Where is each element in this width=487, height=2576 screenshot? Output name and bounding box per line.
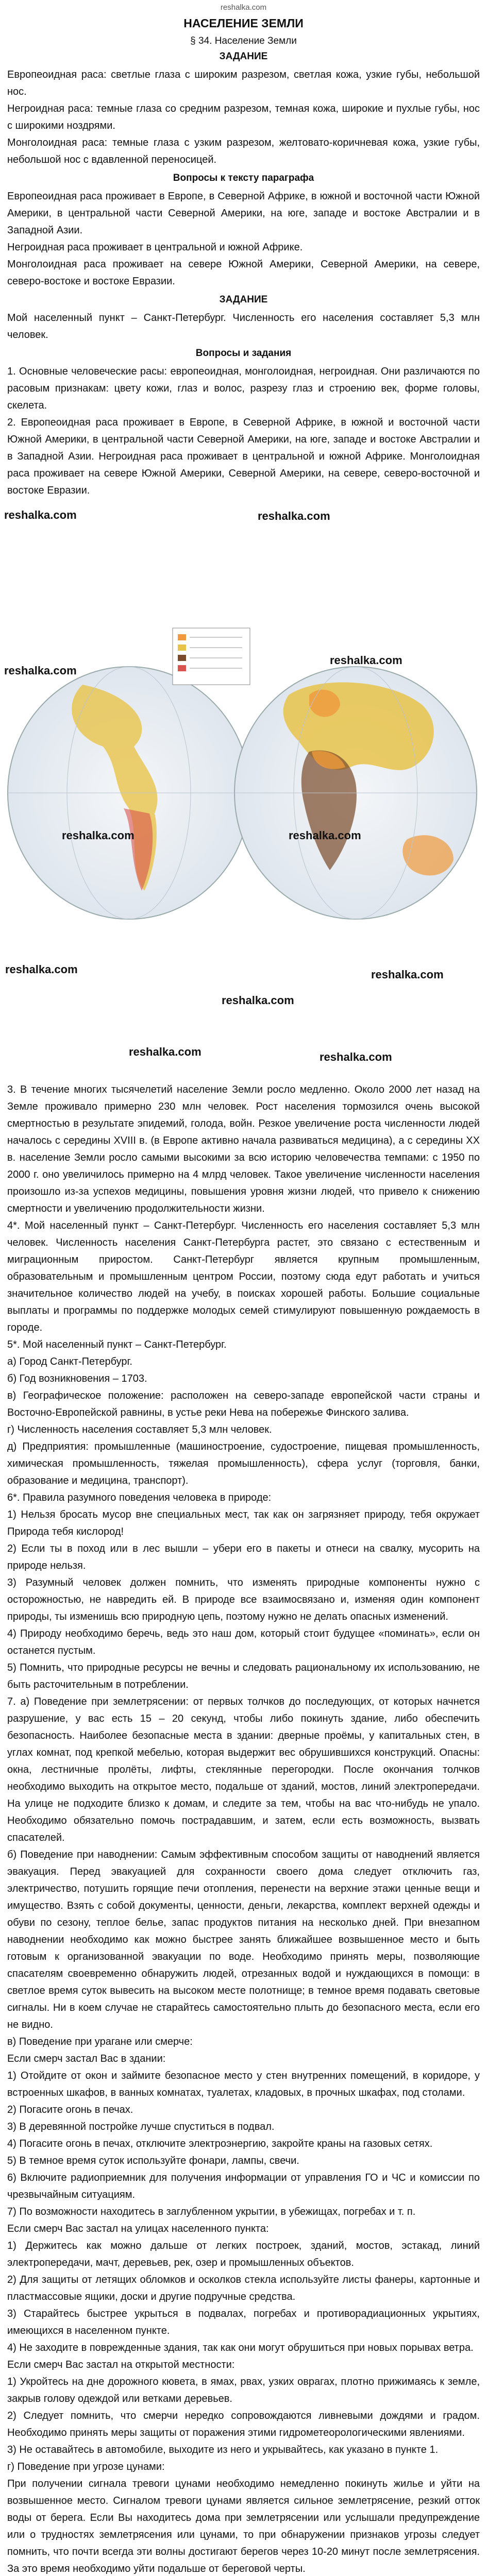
site-url[interactable]: reshalka.com [220,3,267,12]
answer-text: 2. Европеоидная раса проживает в Европе, в Северной Африке, в южной и восточной части Южной Америки, в центральной части Северной Америки, на юге, западе и востоке Австралии и в Западной Азии. Негроидная раса проживает в центральной и южной Африке. Монголоидная раса проживает на севере Южной Америки, Северной Америки, на севере, северо-восточной и востоке Евразии. [7,417,480,496]
answer-line: 5) Помнить, что природные ресурсы не вечны и следовать рациональному их использованию, не быть расточительным в потреблении. [7,1662,480,1690]
answer-line: 1) Держитесь как можно дальше от легких построек, зданий, мостов, эстакад, линий электропередачи, мачт, деревьев, рек, озер и промышленных объектов. [7,2240,480,2268]
answer-line: 3) Разумный человек должен помнить, что изменять природные компоненты нужно с осторожностью, не навредить ей. В природе все взаимосвязано и, изменяя один компонент природы, ты изменишь всю природную цепь, поэтому нужно не делать опасных изменений. [7,1577,480,1622]
answer-line: Если смерч Вас застал на открытой местности: [7,2359,235,2370]
answer-line: д) Предприятия: промышленные (машиностроение, судостроение, пищевая промышленность, химическая промышленность, тяжелая промышленность), сфера услуг (торговля, банки, образование и медицина, транспорт). [7,1441,480,1486]
answer-line: 6) Включите радиоприемник для получения информации от управления ГО и ЧС и комиссии по чрезвычайным ситуациям. [7,2172,480,2200]
watermark: reshalka.com [4,664,77,677]
answer-line: 2) Для защиты от летящих обломков и осколков стекла используйте листы фанеры, картонные и пластмассовые ящики, доски и другие подручные средства. [7,2274,480,2302]
answer-text: б) Поведение при наводнении: Самым эффективным способом защиты от наводнений является эвакуация. Перед эвакуацией для сохранности своего дома следует отключить газ, электричество, потушить горящие печи отопления, перенести на верхние этажи ценные вещи и имущество. Взять с собой документы, ценности, деньги, лекарства, комплект верхней одежды и обуви по сезону, теплое белье, запас продуктов питания на несколько дней. При внезапном наводнении необходимо как можно быстрее занять ближайшее возвышенное место и быть готовым к организованной эвакуации по воде. Необходимо принять меры, позволяющие спасателям своевременно обнаружить людей, отрезанных водой и нуждающихся в помощи: в светлое время суток вывесить на высоком месте полотнище; в темное время подавать световые сигналы. Ни в коем случае не старайтесь самостоятельно плыть до безопасного места, если его не видно. [7,1849,480,2030]
answer-line: Если смерч застал Вас в здании: [7,2053,166,2064]
answer-line: 4) Природу необходимо беречь, ведь это наш дом, который стоит будущее «поминать», если он останется пустым. [7,1628,480,1656]
answer-line: 2) Если ты в поход или в лес вышли – убери его в пакеты и отнеси на свалку, мусорить на природе нельзя. [7,1543,480,1571]
answer-line: в) Географическое положение: расположен на северо-западе европейской части страны и Восточно-Европейской равнины, в устье реки Нева на побережье Финского залива. [7,1390,480,1418]
watermark: reshalka.com [289,829,361,842]
questions-heading: Вопросы к тексту параграфа [173,173,314,183]
watermark: reshalka.com [371,968,444,981]
answer-line: 3) Старайтесь быстрее укрыться в подвалах, погребах и противорадиационных укрытиях, имеющихся в населенном пункте. [7,2308,480,2336]
answer-text: 3. В течение многих тысячелетий население Земли росло медленно. Около 2000 лет назад на Земле проживало примерно 230 млн человек. Рост населения тормозился очень высокой смертностью в результате эпидемий, голода, войн. Резкое увеличение роста численности людей началось с середины XVIII в. (в Европе активно начала развиваться медицина), а с середины XX в. население Земли росло самыми высокими за всю историю человечества темпами: с 1950 по 2000 г. оно увеличилось примерно на 4 млрд человек. Такое увеличение численности населения произошло из-за успехов медицины, повышения уровня жизни людей, что привело к снижению смертности и увеличению продолжительности жизни. [7,1084,480,1214]
watermark: reshalka.com [5,963,78,976]
answer-heading: в) Поведение при урагане или смерче: [7,2036,193,2047]
race-text: Европеоидная раса: светлые глаза с широким разрезом, светлая кожа, узкие губы, небольшой нос. [7,69,480,97]
watermark: reshalka.com [330,654,402,667]
answer-text: 1. Основные человеческие расы: европеоидная, монголоидная, негроидная. Они различаются по расовым признакам: цвету кожи, глаз и волос, разрезу глаз и строению век, форме головы, скелета. [7,366,480,411]
answer-line: 3) В деревянной постройке лучше спуститься в подвал. [7,2121,275,2132]
task-heading: ЗАДАНИЕ [219,51,268,62]
answer-line: 1) Нельзя бросать мусор вне специальных мест, так как он загрязняет природу, тебя окружает Природа тебя кислород! [7,1509,480,1537]
race-text: Монголоидная раса: темные глаза с узким разрезом, желтовато-коричневая кожа, узкие губы, небольшой нос с вдавленной переносицей. [7,137,480,165]
world-map-figure [0,499,487,1081]
watermark: reshalka.com [258,510,330,522]
answer-line: Если смерч Вас застал на улицах населенного пункта: [7,2223,269,2234]
answer-line: б) Год возникновения – 1703. [7,1373,147,1384]
answer-line: 4) Не заходите в поврежденные здания, так как они могут обрушиться при новых порывах ветра. [7,2342,474,2353]
answer-heading: 6*. Правила разумного поведения человека в природе: [7,1492,272,1503]
answer-line: 1) Укройтесь на дне дорожного кювета, в ямах, рвах, узких оврагах, плотно прижимаясь к земле, закрыв голову одеждой или ветками деревьев. [7,2376,480,2404]
answer-text: При получении сигнала тревоги цунами необходимо немедленно покинуть жилье и уйти на возвышенное место. Сигналом тревоги цунами является сильное землетрясение, резкий отток воды от берега. Если Вы находитесь дома при землетрясении или услышали предупреждение или о трудностях землетрясения или цунами, то при обнаружении признаков угрозы следует помнить, что почти всегда эти волны достигают берегов через 10-20 минут после землетрясения. За это время необходимо уйти подальше от береговой черты. [7,2478,480,2574]
answer-line: 2) Погасите огонь в печах. [7,2104,133,2115]
answer-line: 1) Отойдите от окон и займите безопасное место у стен внутренних помещений, в коридоре, у встроенных шкафов, в ванных комнатах, туалетах, кладовых, в прочных шкафах, под столами. [7,2070,480,2098]
answer-line: а) Город Санкт-Петербург. [7,1356,132,1367]
watermark: reshalka.com [320,1050,392,1063]
answer-text: Европеоидная раса проживает в Европе, в Северной Африке, в южной и восточной части Южной Америки, в центральной части Северной Америки, на юге, западе и востоке Австралии и в Западной Азии. [7,191,480,236]
answer-line: 5) В темное время суток используйте фонари, лампы, свечи. [7,2155,299,2166]
lesson-title: § 34. Население Земли [190,36,297,46]
answer-text: Негроидная раса проживает в центральной и южной Африке. [7,242,303,253]
watermark: reshalka.com [62,829,135,842]
task2-heading: ЗАДАНИЕ [219,294,268,305]
answer-line: 4) Погасите огонь в печах, отключите электроэнергию, закройте краны на газовых сетях. [7,2138,433,2149]
answer-text: Мой населенный пункт – Санкт-Петербург. Численность его населения составляет 5,3 млн человек. [7,312,480,341]
answer-line: г) Численность населения составляет 5,3 млн человек. [7,1424,272,1435]
watermark: reshalka.com [4,509,77,521]
qa-heading: Вопросы и задания [195,348,292,359]
answer-line: 7) По возможности находитесь в заглубленном укрытии, в убежищах, погребах и т. п. [7,2206,416,2217]
answer-line: 2) Следует помнить, что смерчи нередко сопровождаются ливневыми дождями и градом. Необходимо принять меры защиты от поражения этими гидрометеорологическими явлениями. [7,2410,480,2438]
watermark: reshalka.com [222,994,294,1007]
answer-text: Монголоидная раса проживает на севере Южной Америки, Северной Америки, на севере, северо-востоке и востоке Евразии. [7,259,480,287]
answer-text: 7. а) Поведение при землетрясении: от первых толчков до последующих, от которых начнется разрушение, у вас есть 15 – 20 секунд, чтобы либо покинуть здание, либо обеспечить безопасность. Наиболее безопасные места в здании: дверные проёмы, у капитальных стен, в углах комнат, под крепкой мебелью, которая выдержит вес обрушившихся конструкций. Опасны: окна, лестничные пролёты, лифты, стеклянные перегородки. После окончания толчков необходимо выходить на открытое место, подальше от зданий, мостов, линий электропередачи. На улице не подходите близко к домам, и следите за тем, чтобы на вас что-нибудь не упало. Необходимо обязательно помочь пострадавшим, и затем, если есть возможность, вызвать спасателей. [7,1696,480,1843]
answer-text: 4*. Мой населенный пункт – Санкт-Петербург. Численность его населения составляет 5,3 млн человек. Численность населения Санкт-Петербурга растет, это связано с естественным и миграционным приростом. Санкт-Петербург является крупным промышленным, образовательным и промышленным центром России, поэтому сюда едут работать и учиться значительное количество людей на учебу, в поисках хорошей работы. Большие социальные выплаты и программы по поддержке молодых семей стимулируют повышенную рождаемость в городе. [7,1220,480,1333]
page-title: НАСЕЛЕНИЕ ЗЕМЛИ [183,16,304,30]
answer-heading: г) Поведение при угрозе цунами: [7,2461,165,2472]
watermark: reshalka.com [129,1045,201,1058]
race-text: Негроидная раса: темные глаза со средним разрезом, темная кожа, широкие и пухлые губы, нос с широкими ноздрями. [7,103,480,131]
answer-line: 3) Не оставайтесь в автомобиле, выходите из него и укрывайтесь, как указано в пункте 1. [7,2444,439,2455]
answer-line: 5*. Мой населенный пункт – Санкт-Петербург. [7,1339,227,1350]
